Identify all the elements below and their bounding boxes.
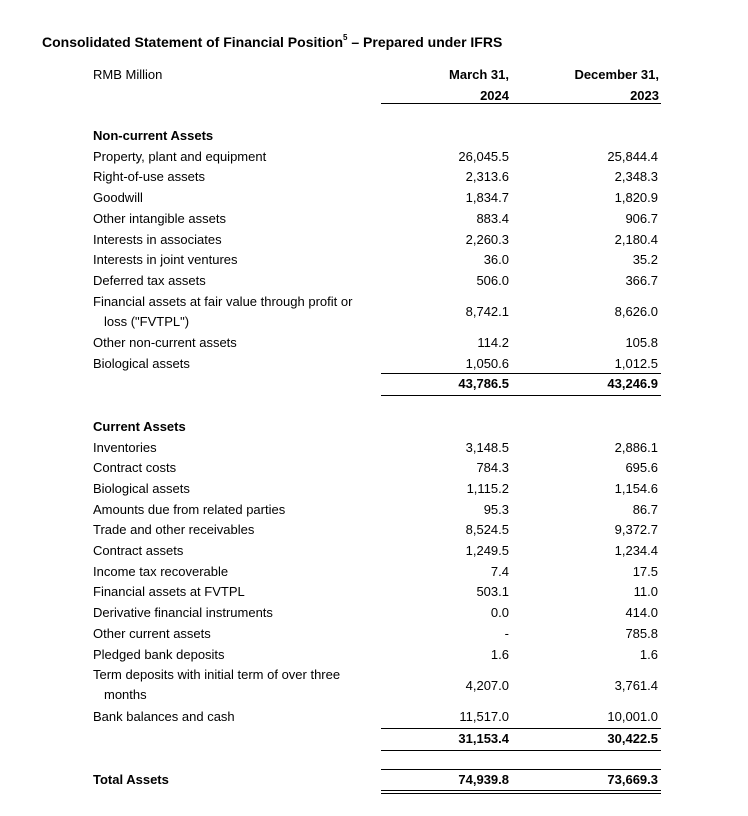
unit-label: RMB Million xyxy=(93,67,163,82)
value-december-2023: 1,234.4 xyxy=(614,543,658,558)
row-label-text: Contract assets xyxy=(93,543,184,558)
section-heading-current: Current Assets xyxy=(93,419,186,434)
subtotal-line-bottom xyxy=(381,395,661,396)
row-label-text: Right-of-use assets xyxy=(93,169,205,184)
column-header-line1: December 31, xyxy=(574,67,659,82)
column-header-line1: March 31, xyxy=(449,67,509,82)
row-label xyxy=(93,354,190,374)
header-underline xyxy=(381,103,661,104)
value-december-2023: 86.7 xyxy=(632,502,658,517)
value-december-2023: 10,001.0 xyxy=(607,709,658,724)
row-label xyxy=(93,167,205,187)
row-label-text: Interests in joint ventures xyxy=(93,252,238,267)
value-march-2024: 0.0 xyxy=(490,605,509,620)
value-march-2024: 506.0 xyxy=(476,273,509,288)
current-total-december: 30,422.5 xyxy=(607,731,658,746)
row-label-text: Derivative financial instruments xyxy=(93,605,273,620)
value-december-2023: 414.0 xyxy=(625,605,658,620)
value-march-2024: 2,313.6 xyxy=(465,169,509,184)
value-march-2024: 8,524.5 xyxy=(465,522,509,537)
row-label-text: Deferred tax assets xyxy=(93,273,206,288)
value-december-2023: 906.7 xyxy=(625,211,658,226)
value-march-2024: 1,834.7 xyxy=(465,190,509,205)
section-heading-non-current: Non-current Assets xyxy=(93,128,214,143)
row-label xyxy=(93,147,266,167)
value-december-2023: 35.2 xyxy=(632,252,658,267)
value-march-2024: 95.3 xyxy=(483,502,509,517)
subtotal-line-bottom xyxy=(381,750,661,751)
row-label xyxy=(93,292,352,332)
value-december-2023: 11.0 xyxy=(633,584,658,599)
value-march-2024: 2,260.3 xyxy=(465,232,509,247)
total-assets-double-line-2 xyxy=(381,793,661,794)
title-footnote-marker: 5 xyxy=(343,33,348,42)
value-march-2024: 784.3 xyxy=(476,460,509,475)
row-label-text: Financial assets at FVTPL xyxy=(93,584,245,599)
row-label xyxy=(93,333,237,353)
value-december-2023: 1.6 xyxy=(639,647,658,662)
row-label-text: Property, plant and equipment xyxy=(93,149,267,164)
row-label xyxy=(93,665,340,705)
value-december-2023: 8,626.0 xyxy=(614,304,658,319)
row-label-text: Goodwill xyxy=(93,190,143,205)
row-label-continuation: loss ("FVTPL") xyxy=(104,314,190,329)
current-total-march: 31,153.4 xyxy=(458,731,509,746)
value-december-2023: 25,844.4 xyxy=(607,149,658,164)
row-label-text: Term deposits with initial term of over three xyxy=(93,667,341,682)
value-december-2023: 3,761.4 xyxy=(614,678,658,693)
row-label-text: Pledged bank deposits xyxy=(93,647,225,662)
non-current-total-march: 43,786.5 xyxy=(458,376,509,391)
row-label xyxy=(93,479,190,499)
value-december-2023: 1,012.5 xyxy=(614,356,658,371)
value-december-2023: 366.7 xyxy=(625,273,658,288)
row-label-text: Bank balances and cash xyxy=(93,709,235,724)
row-label-text: Other intangible assets xyxy=(93,211,226,226)
row-label xyxy=(93,562,228,582)
row-label xyxy=(93,250,238,270)
value-march-2024: 503.1 xyxy=(476,584,509,599)
row-label-text: Inventories xyxy=(93,440,157,455)
value-march-2024: 1,050.6 xyxy=(465,356,509,371)
total-assets-label: Total Assets xyxy=(93,772,169,787)
row-label xyxy=(93,645,225,665)
column-header-line2: 2023 xyxy=(630,88,659,103)
row-label-text: Contract costs xyxy=(93,460,177,475)
row-label-text: Financial assets at fair value through profit or xyxy=(93,294,353,309)
row-label xyxy=(93,520,254,540)
non-current-total-december: 43,246.9 xyxy=(607,376,658,391)
value-december-2023: 105.8 xyxy=(625,335,658,350)
value-december-2023: 695.6 xyxy=(625,460,658,475)
column-header-december-2023 xyxy=(531,64,659,106)
value-december-2023: 2,348.3 xyxy=(614,169,658,184)
value-march-2024: 114.2 xyxy=(477,335,509,350)
value-march-2024: 8,742.1 xyxy=(465,304,509,319)
row-label xyxy=(93,603,273,623)
title-text: Consolidated Statement of Financial Position xyxy=(42,34,344,50)
value-march-2024: 1,115.2 xyxy=(466,481,509,496)
row-label xyxy=(93,582,245,602)
row-label-text: Trade and other receivables xyxy=(93,522,255,537)
row-label-text: Income tax recoverable xyxy=(93,564,229,579)
row-label xyxy=(93,624,211,644)
value-march-2024: 26,045.5 xyxy=(458,149,509,164)
value-march-2024: 36.0 xyxy=(483,252,509,267)
total-assets-december: 73,669.3 xyxy=(607,772,658,787)
column-header-line2: 2024 xyxy=(480,88,509,103)
row-label-text: Interests in associates xyxy=(93,232,222,247)
row-label-text: Other non-current assets xyxy=(93,335,237,350)
value-march-2024: 1.6 xyxy=(490,647,509,662)
column-header-march-2024 xyxy=(381,64,509,106)
row-label xyxy=(93,209,226,229)
value-december-2023: 785.8 xyxy=(625,626,658,641)
value-march-2024: 3,148.5 xyxy=(465,440,509,455)
row-label-continuation: months xyxy=(104,687,147,702)
row-label xyxy=(93,458,176,478)
row-label-text: Amounts due from related parties xyxy=(93,502,286,517)
row-label xyxy=(93,271,206,291)
row-label-text: Biological assets xyxy=(93,481,190,496)
total-assets-march: 74,939.8 xyxy=(458,772,509,787)
row-label-text: Other current assets xyxy=(93,626,211,641)
row-label xyxy=(93,230,222,250)
row-label xyxy=(93,707,235,727)
row-label xyxy=(93,188,143,208)
value-december-2023: 2,180.4 xyxy=(614,232,658,247)
title-suffix: – Prepared under IFRS xyxy=(347,34,503,50)
value-march-2024: 4,207.0 xyxy=(465,678,509,693)
value-december-2023: 1,820.9 xyxy=(614,190,658,205)
value-march-2024: 11,517.0 xyxy=(459,709,509,724)
value-march-2024: - xyxy=(504,626,509,641)
statement-title xyxy=(42,34,502,50)
value-march-2024: 883.4 xyxy=(476,211,509,226)
row-label-text: Biological assets xyxy=(93,356,190,371)
value-december-2023: 2,886.1 xyxy=(614,440,658,455)
value-march-2024: 7.4 xyxy=(490,564,509,579)
row-label xyxy=(93,541,183,561)
value-december-2023: 1,154.6 xyxy=(614,481,658,496)
row-label xyxy=(93,438,157,458)
value-december-2023: 17.5 xyxy=(632,564,658,579)
value-december-2023: 9,372.7 xyxy=(614,522,658,537)
total-assets-double-line-1 xyxy=(381,790,661,791)
row-label xyxy=(93,500,285,520)
value-march-2024: 1,249.5 xyxy=(465,543,509,558)
